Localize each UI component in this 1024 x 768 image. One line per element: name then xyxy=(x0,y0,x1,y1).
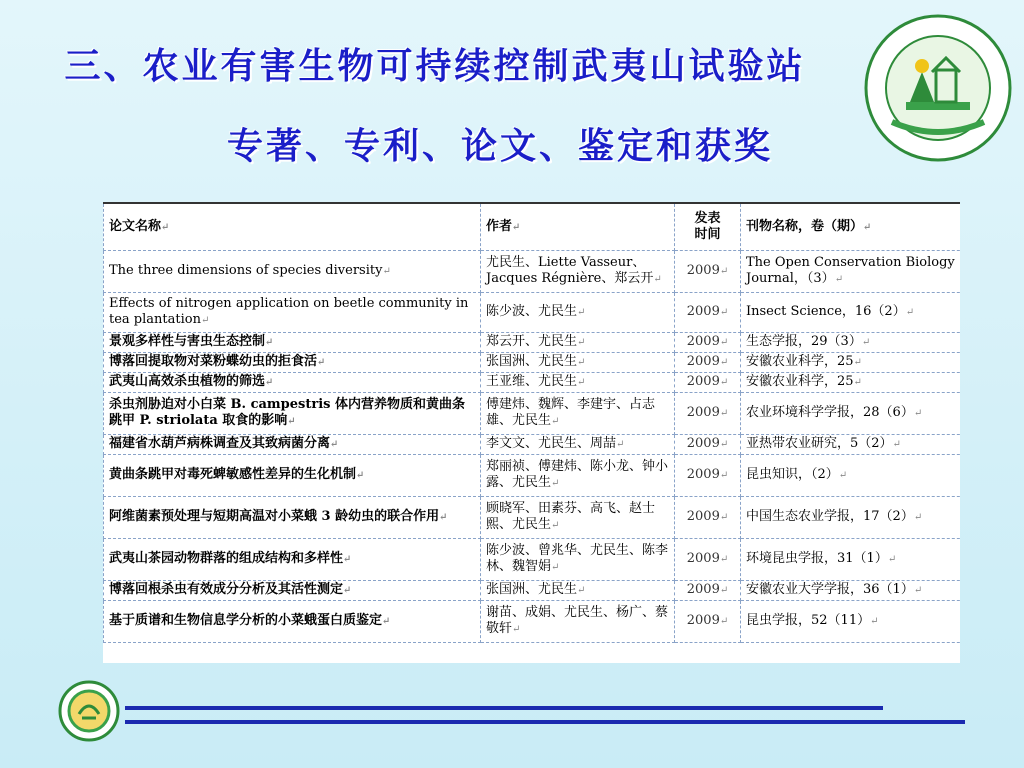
authors-cell: 张国洲、尤民生↵ xyxy=(481,353,675,373)
paper-title-cell: 黄曲条跳甲对毒死蜱敏感性差异的生化机制↵ xyxy=(104,455,481,497)
authors-cell: 傅建炜、魏辉、李建宇、占志雄、尤民生↵ xyxy=(481,393,675,435)
year-cell: 2009↵ xyxy=(675,293,741,333)
authors-cell: 王亚维、尤民生↵ xyxy=(481,373,675,393)
paper-title-cell: 武夷山茶园动物群落的组成结构和多样性↵ xyxy=(104,539,481,581)
journal-cell: 安徽农业科学，25↵ xyxy=(741,373,961,393)
paper-title-cell: 基于质谱和生物信息学分析的小菜蛾蛋白质鉴定↵ xyxy=(104,601,481,643)
table-row xyxy=(104,455,961,497)
paper-title-cell: 武夷山高效杀虫植物的筛选↵ xyxy=(104,373,481,393)
year-cell: 2009↵ xyxy=(675,497,741,539)
paper-title-cell: 阿维菌素预处理与短期高温对小菜蛾 3 龄幼虫的联合作用↵ xyxy=(104,497,481,539)
faas-logo-icon xyxy=(58,680,120,742)
table-row xyxy=(104,373,961,393)
journal-cell: 昆虫学报，52（11）↵ xyxy=(741,601,961,643)
paper-table xyxy=(103,202,960,643)
header-journal: 刊物名称，卷（期）↵ xyxy=(741,203,961,251)
year-cell: 2009↵ xyxy=(675,435,741,455)
year-cell: 2009↵ xyxy=(675,333,741,353)
authors-cell: 郑云开、尤民生↵ xyxy=(481,333,675,353)
station-logo-icon xyxy=(862,12,1014,164)
journal-cell: 亚热带农业研究，5（2）↵ xyxy=(741,435,961,455)
paper-title-cell: The three dimensions of species diversity↵ xyxy=(104,251,481,293)
table-row xyxy=(104,251,961,293)
table-row xyxy=(104,601,961,643)
table-row xyxy=(104,435,961,455)
header-authors: 作者↵ xyxy=(481,203,675,251)
authors-cell: 张国洲、尤民生↵ xyxy=(481,581,675,601)
paper-title-cell: 博落回提取物对菜粉蝶幼虫的拒食活↵ xyxy=(104,353,481,373)
authors-cell: 郑丽祯、傅建炜、陈小龙、钟小露、尤民生↵ xyxy=(481,455,675,497)
paper-title-cell: 杀虫剂胁迫对小白菜 B. campestris 体内营养物质和黄曲条跳甲 P. striolata 取食的影响↵ xyxy=(104,393,481,435)
authors-cell: 陈少波、曾兆华、尤民生、陈李林、魏智娟↵ xyxy=(481,539,675,581)
paper-title-cell: 博落回根杀虫有效成分分析及其活性测定↵ xyxy=(104,581,481,601)
authors-cell: 顾晓军、田素芬、高飞、赵士熙、尤民生↵ xyxy=(481,497,675,539)
year-cell: 2009↵ xyxy=(675,539,741,581)
journal-cell: 环境昆虫学报，31（1）↵ xyxy=(741,539,961,581)
journal-cell: The Open Conservation Biology Journal，（3）↵ xyxy=(741,251,961,293)
table-row xyxy=(104,333,961,353)
footer-divider-2 xyxy=(125,720,965,724)
slide-title: 三、农业有害生物可持续控制武夷山试验站 xyxy=(64,45,806,87)
year-cell: 2009↵ xyxy=(675,455,741,497)
paper-title-cell: Effects of nitrogen application on beetle community in tea plantation↵ xyxy=(104,293,481,333)
journal-cell: Insect Science，16（2）↵ xyxy=(741,293,961,333)
journal-cell: 中国生态农业学报，17（2）↵ xyxy=(741,497,961,539)
header-title: 论文名称↵ xyxy=(104,203,481,251)
table-row xyxy=(104,353,961,373)
paper-table-panel xyxy=(103,202,960,663)
paper-title-cell: 景观多样性与害虫生态控制↵ xyxy=(104,333,481,353)
journal-cell: 昆虫知识，（2）↵ xyxy=(741,455,961,497)
authors-cell: 尤民生、Liette Vasseur、Jacques Régnière、郑云开↵ xyxy=(481,251,675,293)
table-row xyxy=(104,497,961,539)
header-year: 发表 时间 xyxy=(675,203,741,251)
journal-cell: 农业环境科学学报，28（6）↵ xyxy=(741,393,961,435)
journal-cell: 安徽农业科学，25↵ xyxy=(741,353,961,373)
table-row xyxy=(104,293,961,333)
journal-cell: 生态学报，29（3）↵ xyxy=(741,333,961,353)
year-cell: 2009↵ xyxy=(675,581,741,601)
table-row xyxy=(104,393,961,435)
year-cell: 2009↵ xyxy=(675,251,741,293)
paper-title-cell: 福建省水葫芦病株调查及其致病菌分离↵ xyxy=(104,435,481,455)
authors-cell: 李文文、尤民生、周喆↵ xyxy=(481,435,675,455)
table-row xyxy=(104,539,961,581)
year-cell: 2009↵ xyxy=(675,393,741,435)
table-row xyxy=(104,581,961,601)
slide-subtitle: 专著、专利、论文、鉴定和获奖 xyxy=(226,125,773,167)
table-header-row xyxy=(104,203,961,251)
year-cell: 2009↵ xyxy=(675,353,741,373)
year-cell: 2009↵ xyxy=(675,601,741,643)
year-cell: 2009↵ xyxy=(675,373,741,393)
authors-cell: 谢苗、成娟、尤民生、杨广、蔡敬轩↵ xyxy=(481,601,675,643)
authors-cell: 陈少波、尤民生↵ xyxy=(481,293,675,333)
journal-cell: 安徽农业大学学报，36（1）↵ xyxy=(741,581,961,601)
footer-divider-1 xyxy=(125,706,883,710)
